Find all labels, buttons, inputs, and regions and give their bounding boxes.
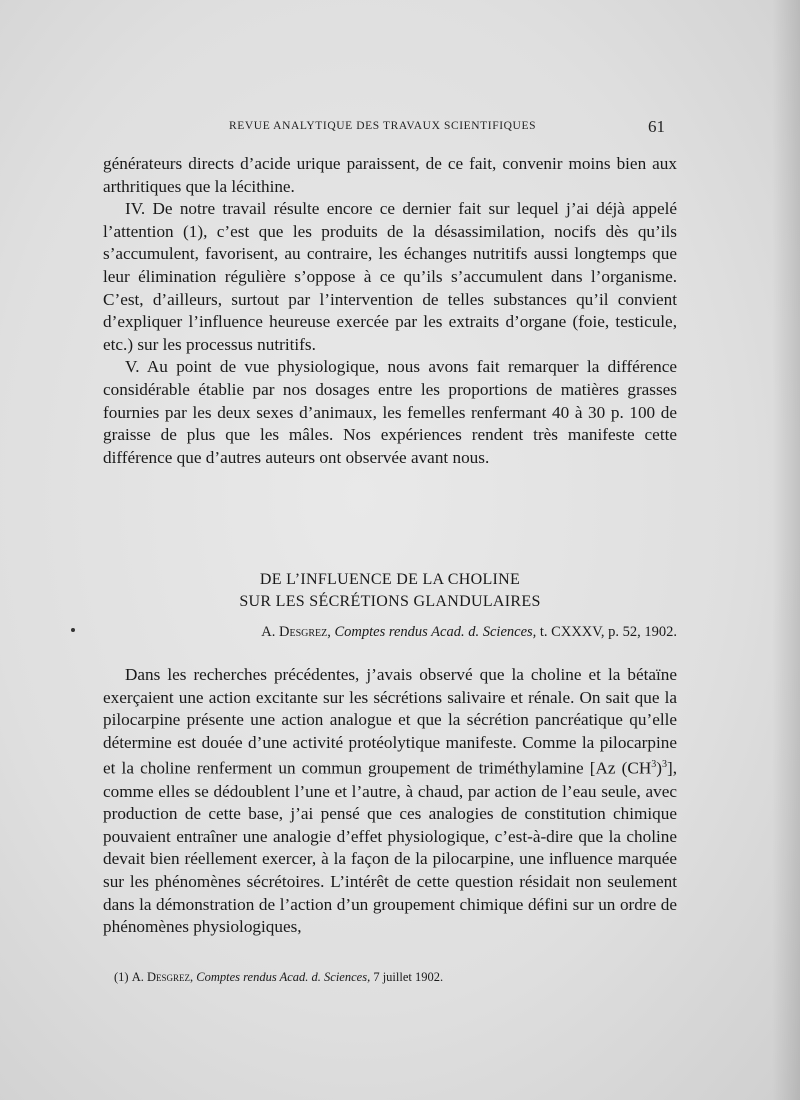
article-title-line1: DE L’INFLUENCE DE LA CHOLINE [259, 571, 521, 588]
article-citation [103, 624, 677, 641]
footnote [114, 970, 443, 985]
paragraph-v: V. Au point de vue physiologique, nous avons fait remarquer la différence considérable établie par nos dosages entre les proportions de matières grasses fournies par les deux sexes d’animaux, les femelles renfermant 40 à 30 p. 100 de graisse de plus que les mâles. Nos expériences rendent très manifeste cette différence que d’autres auteurs ont observée avant nous. [103, 357, 677, 467]
citation-reference: t. CXXXV, p. 52, 1902. [539, 624, 677, 640]
article-title-line2: SUR LES SÉCRÉTIONS GLANDULAIRES [239, 593, 541, 610]
page-edge-shadow [772, 0, 800, 1100]
body-part-3: ], comme elles se dédoublent l’une et l’autre, à chaud, par action de l’eau seule, avec production de cette base, j’ai pensé que ces analogies de constitution chimique pouvaient entraîner une analogie d’effet physiologique, c’est-à-dire que la choline devait bien réellement exercer, à la façon de la pilocarpine, une influence marquée sur les phénomènes sécrétoires. L’intérêt de cette question résidait non seulement dans la démonstration de l’action d’un groupement chimique défini sur un ordre de phénomènes physiologiques, [103, 759, 677, 937]
margin-dot [71, 628, 75, 632]
body-part-2: ) [656, 759, 662, 779]
footnote-journal: Comptes rendus Acad. d. Sciences, [196, 970, 371, 984]
article-body [103, 664, 677, 939]
footnote-date: 7 juillet 1902. [373, 970, 444, 984]
page-number: 61 [648, 117, 665, 136]
citation-journal: Comptes rendus Acad. d. Sciences, [334, 624, 537, 640]
running-header: REVUE ANALYTIQUE DES TRAVAUX SCIENTIFIQUES [229, 120, 537, 132]
section-text [103, 153, 677, 469]
body-part-1: Dans les recherches précédentes, j’avais observé que la choline et la bétaïne exerçaient une action excitante sur les sécrétions salivaire et rénale. On sait que la pilocarpine présente une action analogue et que la sécrétion pancréatique qu’elle détermine est douée d’une activité protéolytique manifeste. Comme la pilocarpine et la choline renferment un commun groupement de triméthylamine [Az (CH [103, 665, 677, 779]
paragraph-iv: IV. De notre travail résulte encore ce dernier fait sur lequel j’ai déjà appelé l’attention (1), c’est que les produits de la désassimilation, nocifs dès qu’ils s’accumulent, favorisent, au contraire, les échanges nutritifs aussi longtemps que leur élimination régulière s’oppose à ce qu’ils s’accumulent dans l’organisme. C’est, d’ailleurs, surtout par l’intervention de telles substances qu’il convient d’expliquer l’influence heureuse exercée par les extraits d’organe (foie, testicule, etc.) sur les processus nutritifs. [103, 199, 677, 354]
superscript-2: 3 [661, 759, 667, 771]
footnote-marker: (1) [114, 970, 129, 984]
article-paragraph [103, 664, 677, 939]
footnote-author: A. Desgrez, [131, 970, 194, 984]
citation-author: A. Desgrez, [261, 624, 331, 640]
superscript-1: 3 [651, 759, 657, 771]
paragraph-continuation: générateurs directs d’acide urique paraissent, de ce fait, convenir moins bien aux arthritiques que la lécithine. [103, 154, 677, 196]
